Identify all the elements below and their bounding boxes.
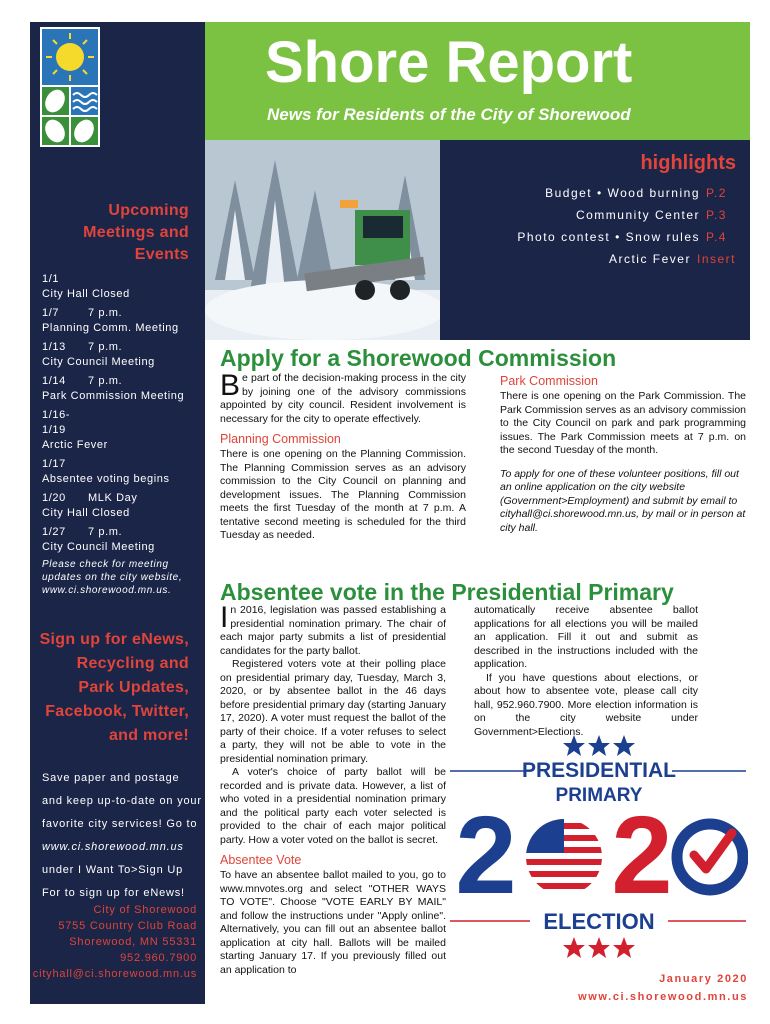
highlight-item[interactable]: Budget • Wood burning P.2 xyxy=(545,186,727,200)
absentee-headline: Absentee vote in the Presidential Primary xyxy=(220,579,674,605)
commission-col-1: Be part of the decision-making process in the city by joining one of the advisory commissions appointed by city council. Resident involvement is necessary for the city to operate effectively. Planning Commission There is one opening on the Planning Commission. The Planning Commission serves as an advisory commission to the City Council on planning and development issues. The Planning Commission meets the first Tuesday of the month at 7 p.m. A tentative second meeting is scheduled for the third Tuesday as needed. xyxy=(220,369,466,541)
masthead-tagline: News for Residents of the City of Shorewood xyxy=(267,105,631,124)
absentee-col-1: In 2016, legislation was passed establishing a presidential nomination primary. The chair of each major party submits a list of presidential candidates for the party ballot. Registered voters vote at their polling place on presidential primary day, Tuesday, March 3, 2020, or by absentee ballot in the 46 days before presidential primary day (starting January 17, 2020). A voter must request the ballot of the party of their choice. If a voter refuses to select a party, they will not be able to vote in the presidential nomination primary. A voter's choice of party ballot will be recorded and is private data. However, a list of who voted in a presidential nomination primary and the political party each voter selected is provided to the chair of each major political party. How a voter voted on the ballot is secret. Absentee Vote To have an absentee ballot mailed to you, go to www.mnvotes.org and select "OTHER WAYS TO VOTE". Choose "VOTE EARLY BY MAIL" and follow the instructions under "Apply online". Alternatively, you can fill out an absentee ballot application at city hall. Ballots will be mailed starting January 17. If you previously filled out an application to xyxy=(220,601,446,976)
apply-text: To apply for one of these volunteer positions, fill out an online application on the city website (Government>Employment) and submit by email to cityhall@ci.shorewood.mn.us, by mail or in person at city hall. xyxy=(500,467,746,534)
highlight-item[interactable]: Photo contest • Snow rules P.4 xyxy=(517,230,727,244)
event-item: 1/13 7 p.m. City Council Meeting xyxy=(42,341,155,368)
park-commission-text: There is one opening on the Park Commission. The Park Commission serves as an advisory commission to the City Council on park and park programming issues. The Park Commission meets at 7 p.m. on the second Tuesday of the month. xyxy=(500,390,746,456)
park-commission-title: Park Commission xyxy=(500,374,598,388)
events-list xyxy=(42,272,202,559)
address-block: City of Shorewood 5755 Country Club Road Shorewood, MN 55331 952.960.7900 cityhall@ci.shorewood.mn.us xyxy=(27,902,197,982)
highlights-box xyxy=(440,140,750,340)
sidebar xyxy=(30,22,205,1004)
commission-col-2 xyxy=(500,372,746,535)
planning-commission-text: There is one opening on the Planning Commission. The Planning Commission serves as an advisory commission to the City Council on planning and development issues. The Planning Commission meets the first Tuesday of the month at 7 p.m. A tentative second meeting is scheduled for the third Tuesday as needed. xyxy=(220,448,466,541)
digit-2-left: 2 xyxy=(455,794,517,917)
presidential-primary-graphic xyxy=(446,733,748,963)
planning-commission-title: Planning Commission xyxy=(220,432,341,446)
issue-date: January 2020 xyxy=(659,973,748,985)
masthead-title: Shore Report xyxy=(265,30,633,95)
dropcap: I xyxy=(220,601,229,634)
highlight-item[interactable]: Community Center P.3 xyxy=(575,208,727,222)
event-item: 1/27 7 p.m. City Council Meeting xyxy=(42,526,155,553)
digit-2-right: 2 xyxy=(611,794,673,917)
upcoming-title: Upcoming Meetings and Events xyxy=(83,202,189,263)
star-icon xyxy=(563,735,635,756)
event-item: 1/16-1/19 Arctic Fever xyxy=(42,409,108,451)
checkmark-circle-icon xyxy=(677,824,743,890)
presidential-text: PRESIDENTIAL xyxy=(521,759,677,782)
website-url[interactable]: www.ci.shorewood.mn.us xyxy=(578,991,748,1003)
primary-text: PRIMARY xyxy=(555,785,643,806)
city-logo xyxy=(40,27,100,147)
dropcap: B xyxy=(220,369,241,402)
signup-title: Sign up for eNews, Recycling and Park Updates, Facebook, Twitter, and more! xyxy=(39,631,189,744)
event-item: 1/1 City Hall Closed xyxy=(42,273,130,300)
check-note: Please check for meeting updates on the city website, www.ci.shorewood.mn.us. xyxy=(42,559,183,596)
event-item: 1/20 MLK Day City Hall Closed xyxy=(42,492,138,519)
highlights-title: highlights xyxy=(640,152,736,174)
absentee-col-2: automatically receive absentee ballot applications for all elections you will be mailed an application. Fill it out and submit as described in the instructions included with the application. If you have questions about elections, or about how to absentee vote, please call city hall, 952.960.7900. More election information is on the city website under Government>Elections. xyxy=(474,604,698,738)
email-link[interactable]: cityhall@ci.shorewood.mn.us xyxy=(32,968,197,980)
flag-circle-icon xyxy=(526,819,602,895)
commission-headline: Apply for a Shorewood Commission xyxy=(220,345,617,371)
event-item: 1/7 7 p.m. Planning Comm. Meeting xyxy=(42,307,179,334)
absentee-vote-title: Absentee Vote xyxy=(220,853,302,867)
event-item: 1/14 7 p.m. Park Commission Meeting xyxy=(42,375,185,402)
highlight-item[interactable]: Arctic Fever Insert xyxy=(608,252,736,266)
logo-icon xyxy=(40,27,100,147)
website-link[interactable]: www.ci.shorewood.mn.us xyxy=(42,841,184,853)
signup-text: Save paper and postage and keep up-to-date on your favorite city services! Go to www.ci.shorewood.mn.us under I Want To>Sign Up For to sign up for eNews! xyxy=(42,772,202,899)
election-text: ELECTION xyxy=(543,909,655,934)
masthead xyxy=(205,22,750,140)
star-icon xyxy=(563,937,635,958)
event-item: 1/17 Absentee voting begins xyxy=(42,458,170,485)
